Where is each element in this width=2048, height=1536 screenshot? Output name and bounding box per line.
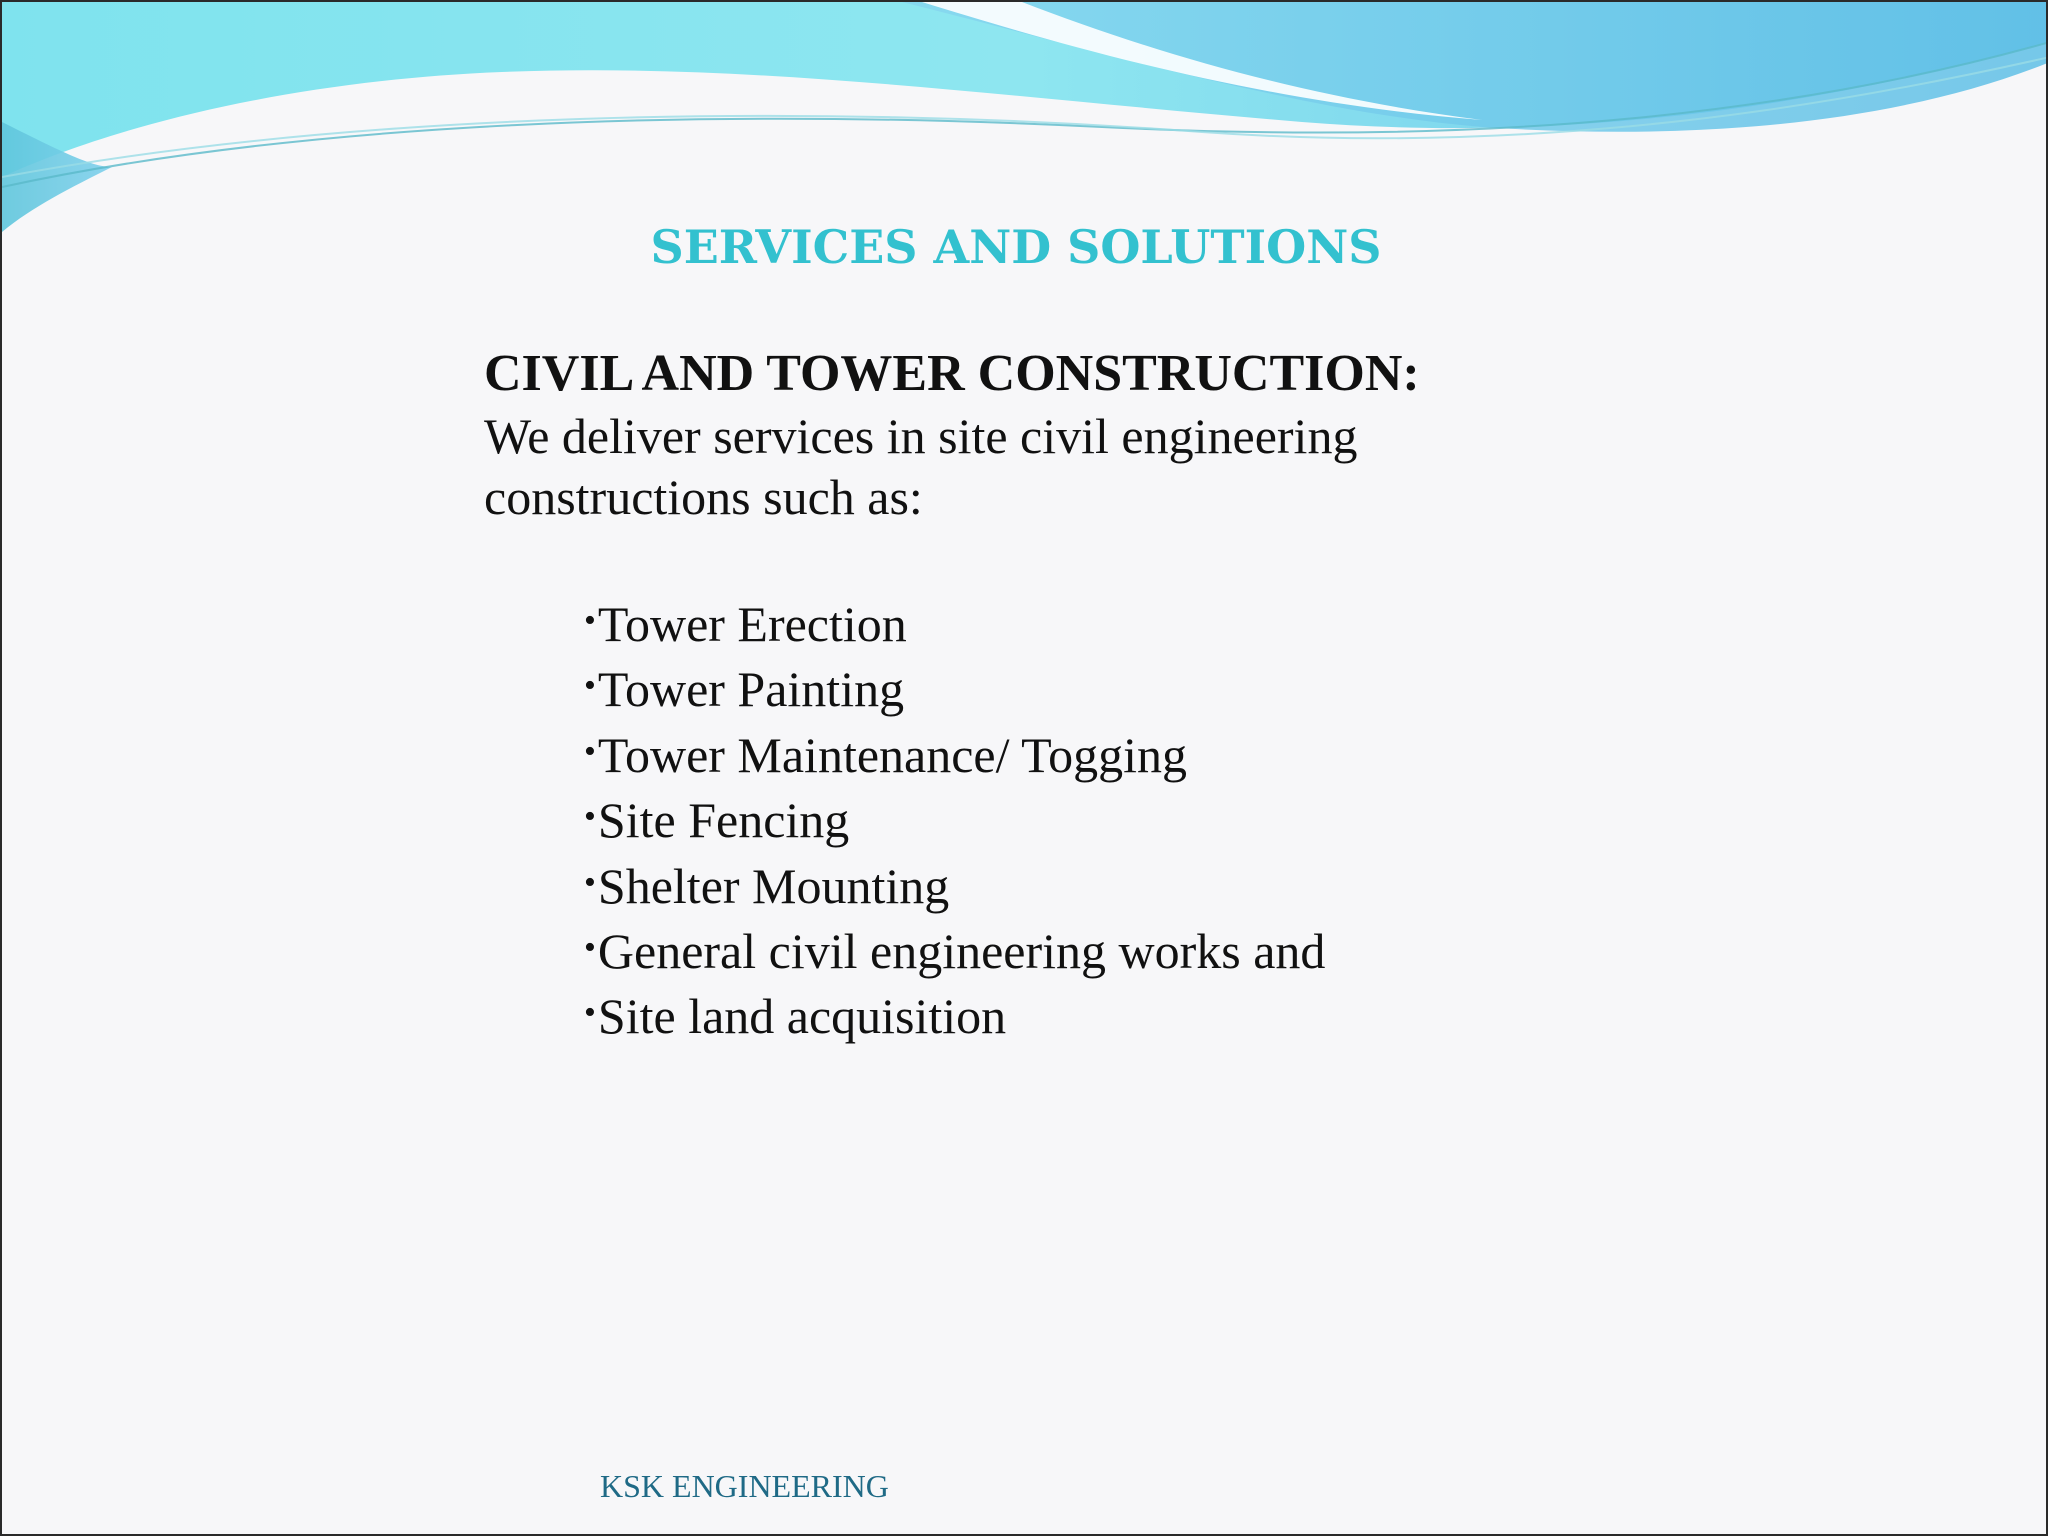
header-wave-decoration bbox=[2, 2, 2048, 242]
bullet-icon: • bbox=[584, 667, 596, 705]
list-item-text: General civil engineering works and bbox=[597, 923, 1326, 980]
list-item bbox=[584, 982, 1325, 1047]
bullet-icon: • bbox=[584, 863, 596, 901]
bullet-icon: • bbox=[584, 994, 596, 1032]
intro-paragraph: We deliver services in site civil engineering constructions such as: bbox=[484, 408, 1358, 525]
list-item-text: Tower Erection bbox=[597, 596, 907, 652]
bullet-icon: • bbox=[584, 602, 596, 639]
list-item-text: Tower Painting bbox=[597, 661, 905, 718]
footer-company-name: KSK ENGINEERING bbox=[600, 1468, 889, 1504]
list-item-text: Shelter Mounting bbox=[597, 857, 950, 914]
bullet-icon: • bbox=[584, 929, 596, 967]
services-list bbox=[584, 590, 1325, 1048]
list-item-text: Site land acquisition bbox=[597, 988, 1007, 1045]
slide-title: SERVICES AND SOLUTIONS bbox=[650, 220, 1382, 274]
list-item bbox=[584, 786, 1325, 851]
list-item bbox=[584, 917, 1325, 982]
list-item bbox=[584, 590, 1325, 655]
list-item bbox=[584, 655, 1325, 720]
section-heading: CIVIL AND TOWER CONSTRUCTION: bbox=[484, 345, 1420, 402]
list-item bbox=[584, 852, 1325, 917]
list-item-text: Site Fencing bbox=[597, 792, 850, 849]
list-item-text: Tower Maintenance/ Togging bbox=[597, 726, 1188, 783]
bullet-icon: • bbox=[584, 732, 596, 770]
bullet-icon: • bbox=[584, 798, 596, 836]
list-item bbox=[584, 721, 1325, 786]
